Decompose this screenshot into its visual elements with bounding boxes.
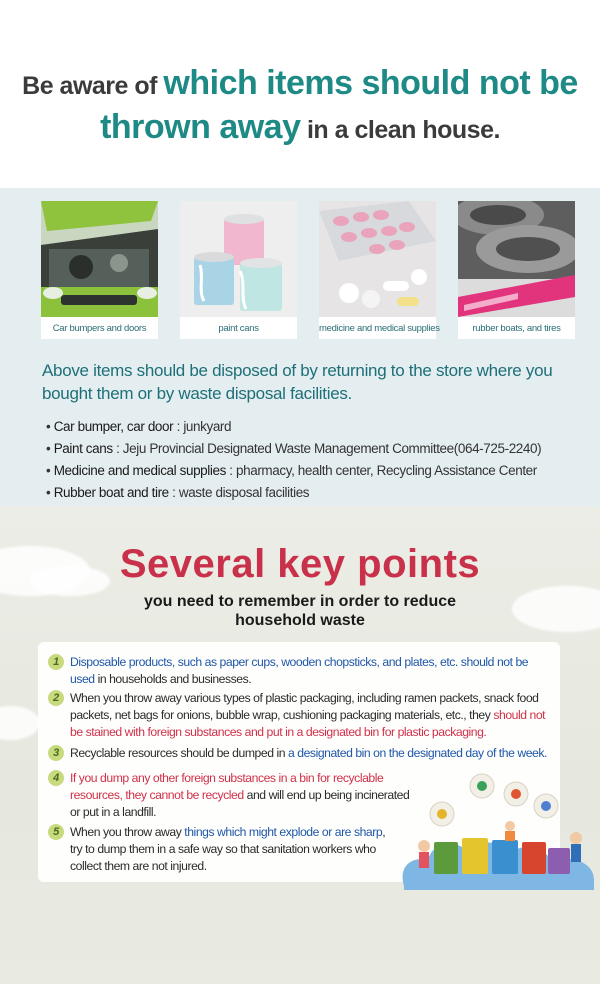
headline-line-2: [0, 108, 600, 147]
headline-emphasis: which items should not be: [163, 64, 578, 102]
item-caption: Car bumpers and doors: [52, 323, 147, 334]
key-points-section: [0, 506, 600, 984]
key-point-1: 1 Disposable products, such as paper cups, wooden chopsticks, and plates, etc. should not be used in households and businesses.: [50, 654, 550, 688]
key-point-3: 3 Recyclable resources should be dumped in a designated bin on the designated day of the week.: [50, 745, 550, 762]
headline-line-1: [0, 64, 600, 103]
items-panel: [0, 188, 600, 506]
headline-text: Be aware of: [22, 72, 164, 100]
disposal-list: [46, 416, 541, 504]
medicine-photo: [319, 201, 436, 317]
item-caption: medicine and medical supplies: [319, 323, 440, 334]
point-number-badge: 2: [48, 690, 64, 706]
list-item: • Medicine and medical supplies : pharmacy, health center, Recycling Assistance Center: [46, 463, 537, 478]
point-number-badge: 4: [48, 770, 64, 786]
key-point-4: 4 If you dump any other foreign substances in a bin for recyclable resources, they cannot be recycled and will end up being incinerated or put in a landfill.: [50, 770, 420, 821]
item-caption: paint cans: [218, 323, 259, 334]
item-caption: rubber boats, and tires: [472, 323, 561, 334]
key-point-2: 2 When you throw away various types of plastic packaging, including ramen packets, snack food packets, net bags for onions, bubble wrap, cushioning packaging materials, etc., they should not be stained with foreign substances and put in a designated bin for plastic packaging.: [50, 690, 550, 741]
list-item: • Car bumper, car door : junkyard: [46, 419, 232, 434]
item-card-tires: [458, 201, 575, 339]
key-points-title: Several key points: [119, 542, 481, 586]
item-card-medicine: [319, 201, 440, 339]
list-item: • Rubber boat and tire : waste disposal facilities: [46, 485, 310, 500]
cloud-decoration: [0, 706, 40, 740]
recycling-bins-illustration: [398, 768, 600, 898]
paint-cans-photo: [180, 201, 297, 317]
list-item: • Paint cans : Jeju Provincial Designated Waste Management Committee(064-725-2240): [46, 441, 542, 456]
tires-photo: [458, 201, 575, 317]
headline-emphasis: thrown away: [100, 108, 301, 146]
item-card-car: [41, 201, 158, 339]
disposal-lead-text: Above items should be disposed of by returning to the store where you bought them or by waste disposal facilities.: [42, 361, 553, 403]
point-number-badge: 3: [48, 745, 64, 761]
point-number-badge: 1: [48, 654, 64, 670]
point-number-badge: 5: [48, 824, 64, 840]
item-card-paint: [180, 201, 297, 339]
car-engine-photo: [41, 201, 158, 317]
key-point-5: 5 When you throw away things which might explode or are sharp, try to dump them in a safe way so that sanitation workers who collect them are not injured.: [50, 824, 400, 875]
headline-text: in a clean house.: [300, 116, 500, 144]
key-points-subtitle: you need to remember in order to reduce household waste: [143, 593, 457, 629]
header: [0, 0, 600, 188]
